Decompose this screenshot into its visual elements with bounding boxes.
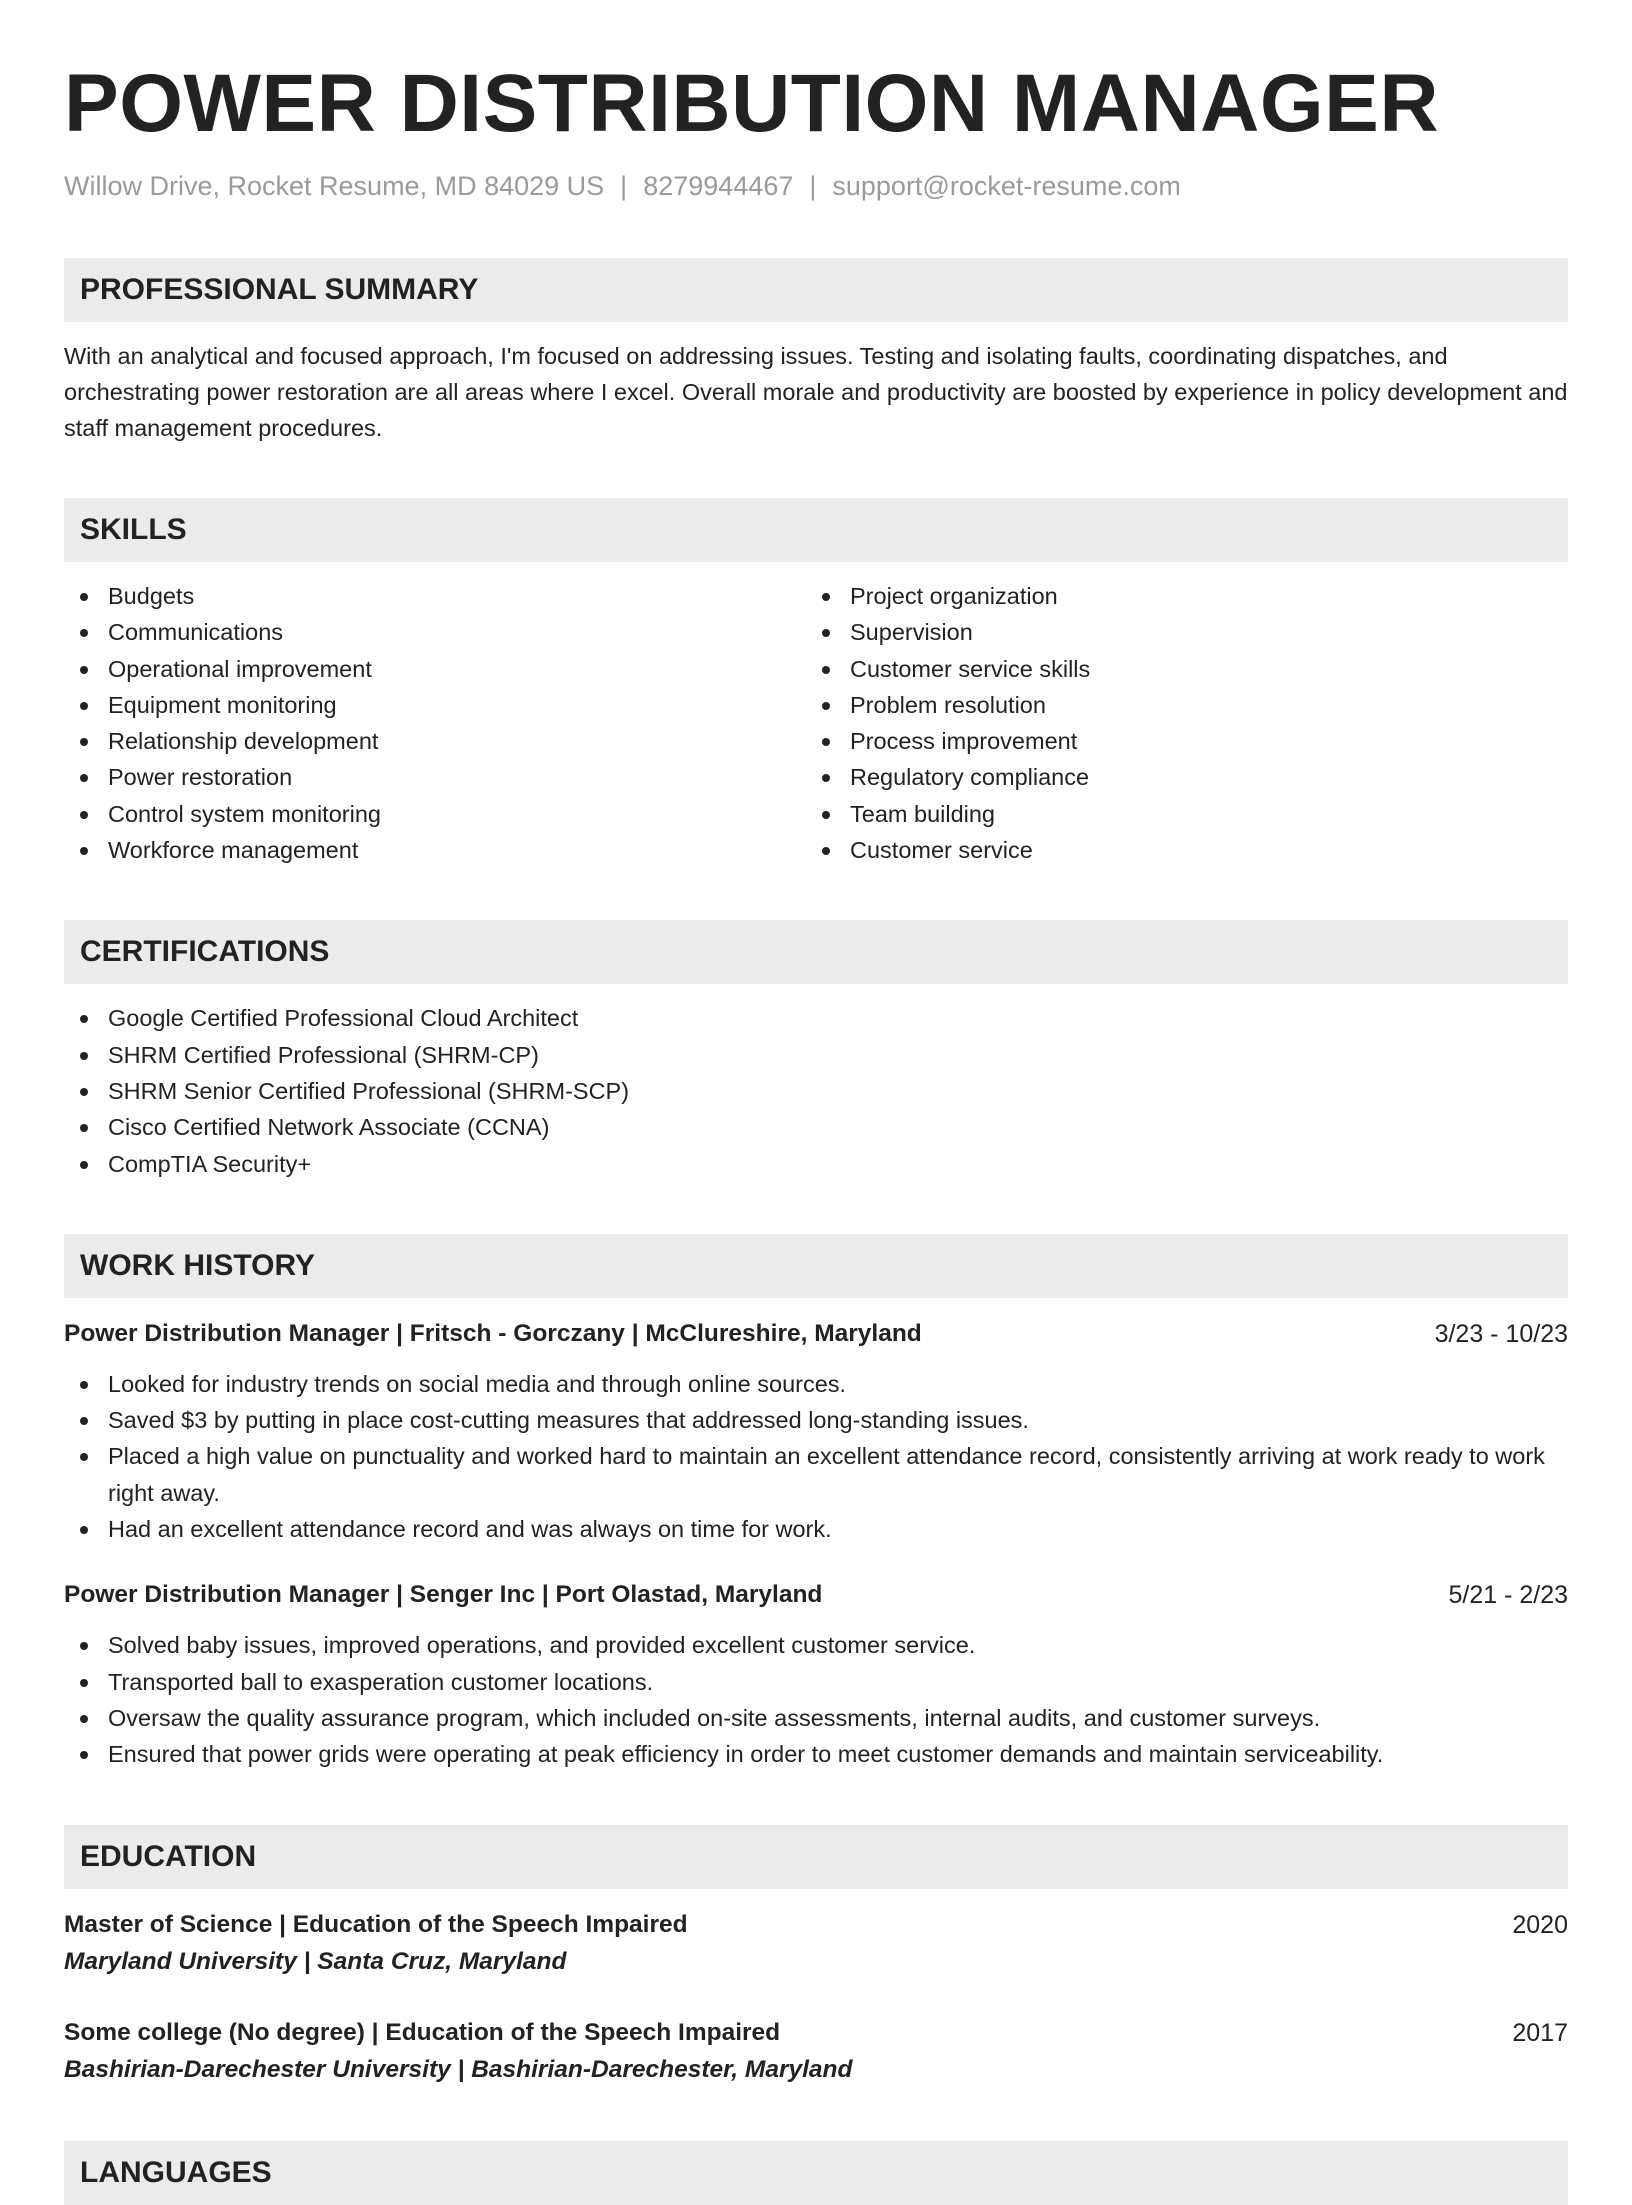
education-header [64,1907,1568,1943]
job-bullet: Looked for industry trends on social media and through online sources. [64,1366,1568,1402]
job-dates: 3/23 - 10/23 [1434,1319,1568,1348]
job-bullet: Placed a high value on punctuality and worked hard to maintain an excellent attendance record, consistently arriving at work ready to work right away. [64,1438,1568,1511]
education-school: Bashirian-Darechester University | Bashirian-Darechester, Maryland [64,2055,853,2083]
certification-item: SHRM Senior Certified Professional (SHRM-SCP) [64,1073,1568,1109]
contact-separator: | [620,171,628,201]
skill-item: Problem resolution [806,687,1548,723]
section-heading-education: EDUCATION [64,1825,1568,1889]
skill-item: Supervision [806,614,1548,650]
job-bullet: Oversaw the quality assurance program, which included on-site assessments, internal audits, and customer surveys. [64,1700,1568,1736]
contact-line [64,168,1568,204]
skill-item: Power restoration [64,759,806,795]
education-year: 2020 [1512,1910,1568,1939]
skill-item: Control system monitoring [64,796,806,832]
education-entry [64,2015,1568,2089]
certification-item: Google Certified Professional Cloud Architect [64,1000,1568,1036]
job-entry [64,1577,1568,1772]
section-heading-work-history: WORK HISTORY [64,1234,1568,1298]
skill-item: Customer service [806,832,1548,868]
certifications-list [64,1000,1568,1181]
job-bullet: Ensured that power grids were operating at peak efficiency in order to meet customer demands and maintain serviceability. [64,1736,1568,1772]
job-bullet: Had an excellent attendance record and was always on time for work. [64,1511,1568,1547]
contact-phone: 8279944467 [643,171,794,201]
job-heading: Power Distribution Manager | Senger Inc | Port Olastad, Maryland [64,1581,823,1609]
section-heading-languages: LANGUAGES [64,2141,1568,2205]
job-heading: Power Distribution Manager | Fritsch - Gorczany | McClureshire, Maryland [64,1319,922,1347]
section-heading-summary: PROFESSIONAL SUMMARY [64,258,1568,322]
contact-address: Willow Drive, Rocket Resume, MD 84029 US [64,171,605,201]
summary-text: With an analytical and focused approach, I'm focused on addressing issues. Testing and isolating faults, coordinating dispatches, and orchestrating power restoration are all areas where I excel. Overall morale and productivity are boosted by experience in policy development and staff management procedures. [64,343,1568,441]
skill-item: Project organization [806,578,1548,614]
skills-column-left [64,578,806,868]
skill-item: Budgets [64,578,806,614]
job-bullet: Transported ball to exasperation customer locations. [64,1664,1568,1700]
certification-item: Cisco Certified Network Associate (CCNA) [64,1109,1568,1145]
job-dates: 5/21 - 2/23 [1448,1581,1568,1610]
job-header [64,1577,1568,1613]
education-year: 2017 [1512,2018,1568,2047]
job-bullets [64,1366,1568,1547]
job-entry [64,1316,1568,1547]
skill-item: Workforce management [64,832,806,868]
section-heading-certifications: CERTIFICATIONS [64,920,1568,984]
contact-separator: | [809,171,817,201]
job-bullet: Saved $3 by putting in place cost-cutting measures that addressed long-standing issues. [64,1402,1568,1438]
contact-email: support@rocket-resume.com [832,171,1181,201]
education-degree: Some college (No degree) | Education of the Speech Impaired [64,2018,781,2046]
education-entry [64,1907,1568,1981]
skill-item: Team building [806,796,1548,832]
section-heading-skills: SKILLS [64,498,1568,562]
job-header [64,1316,1568,1352]
skills-list [64,578,1568,868]
education-degree: Master of Science | Education of the Speech Impaired [64,1910,688,1938]
certification-item: SHRM Certified Professional (SHRM-CP) [64,1037,1568,1073]
skill-item: Relationship development [64,723,806,759]
job-bullets [64,1627,1568,1772]
skill-item: Process improvement [806,723,1548,759]
job-bullet: Solved baby issues, improved operations, and provided excellent customer service. [64,1627,1568,1663]
skill-item: Regulatory compliance [806,759,1548,795]
education-header [64,2015,1568,2051]
skill-item: Communications [64,614,806,650]
candidate-title: POWER DISTRIBUTION MANAGER [64,58,1440,149]
skill-item: Equipment monitoring [64,687,806,723]
skill-item: Customer service skills [806,651,1548,687]
certification-item: CompTIA Security+ [64,1146,1568,1182]
skill-item: Operational improvement [64,651,806,687]
skills-column-right [806,578,1548,868]
education-school: Maryland University | Santa Cruz, Maryland [64,1947,567,1975]
